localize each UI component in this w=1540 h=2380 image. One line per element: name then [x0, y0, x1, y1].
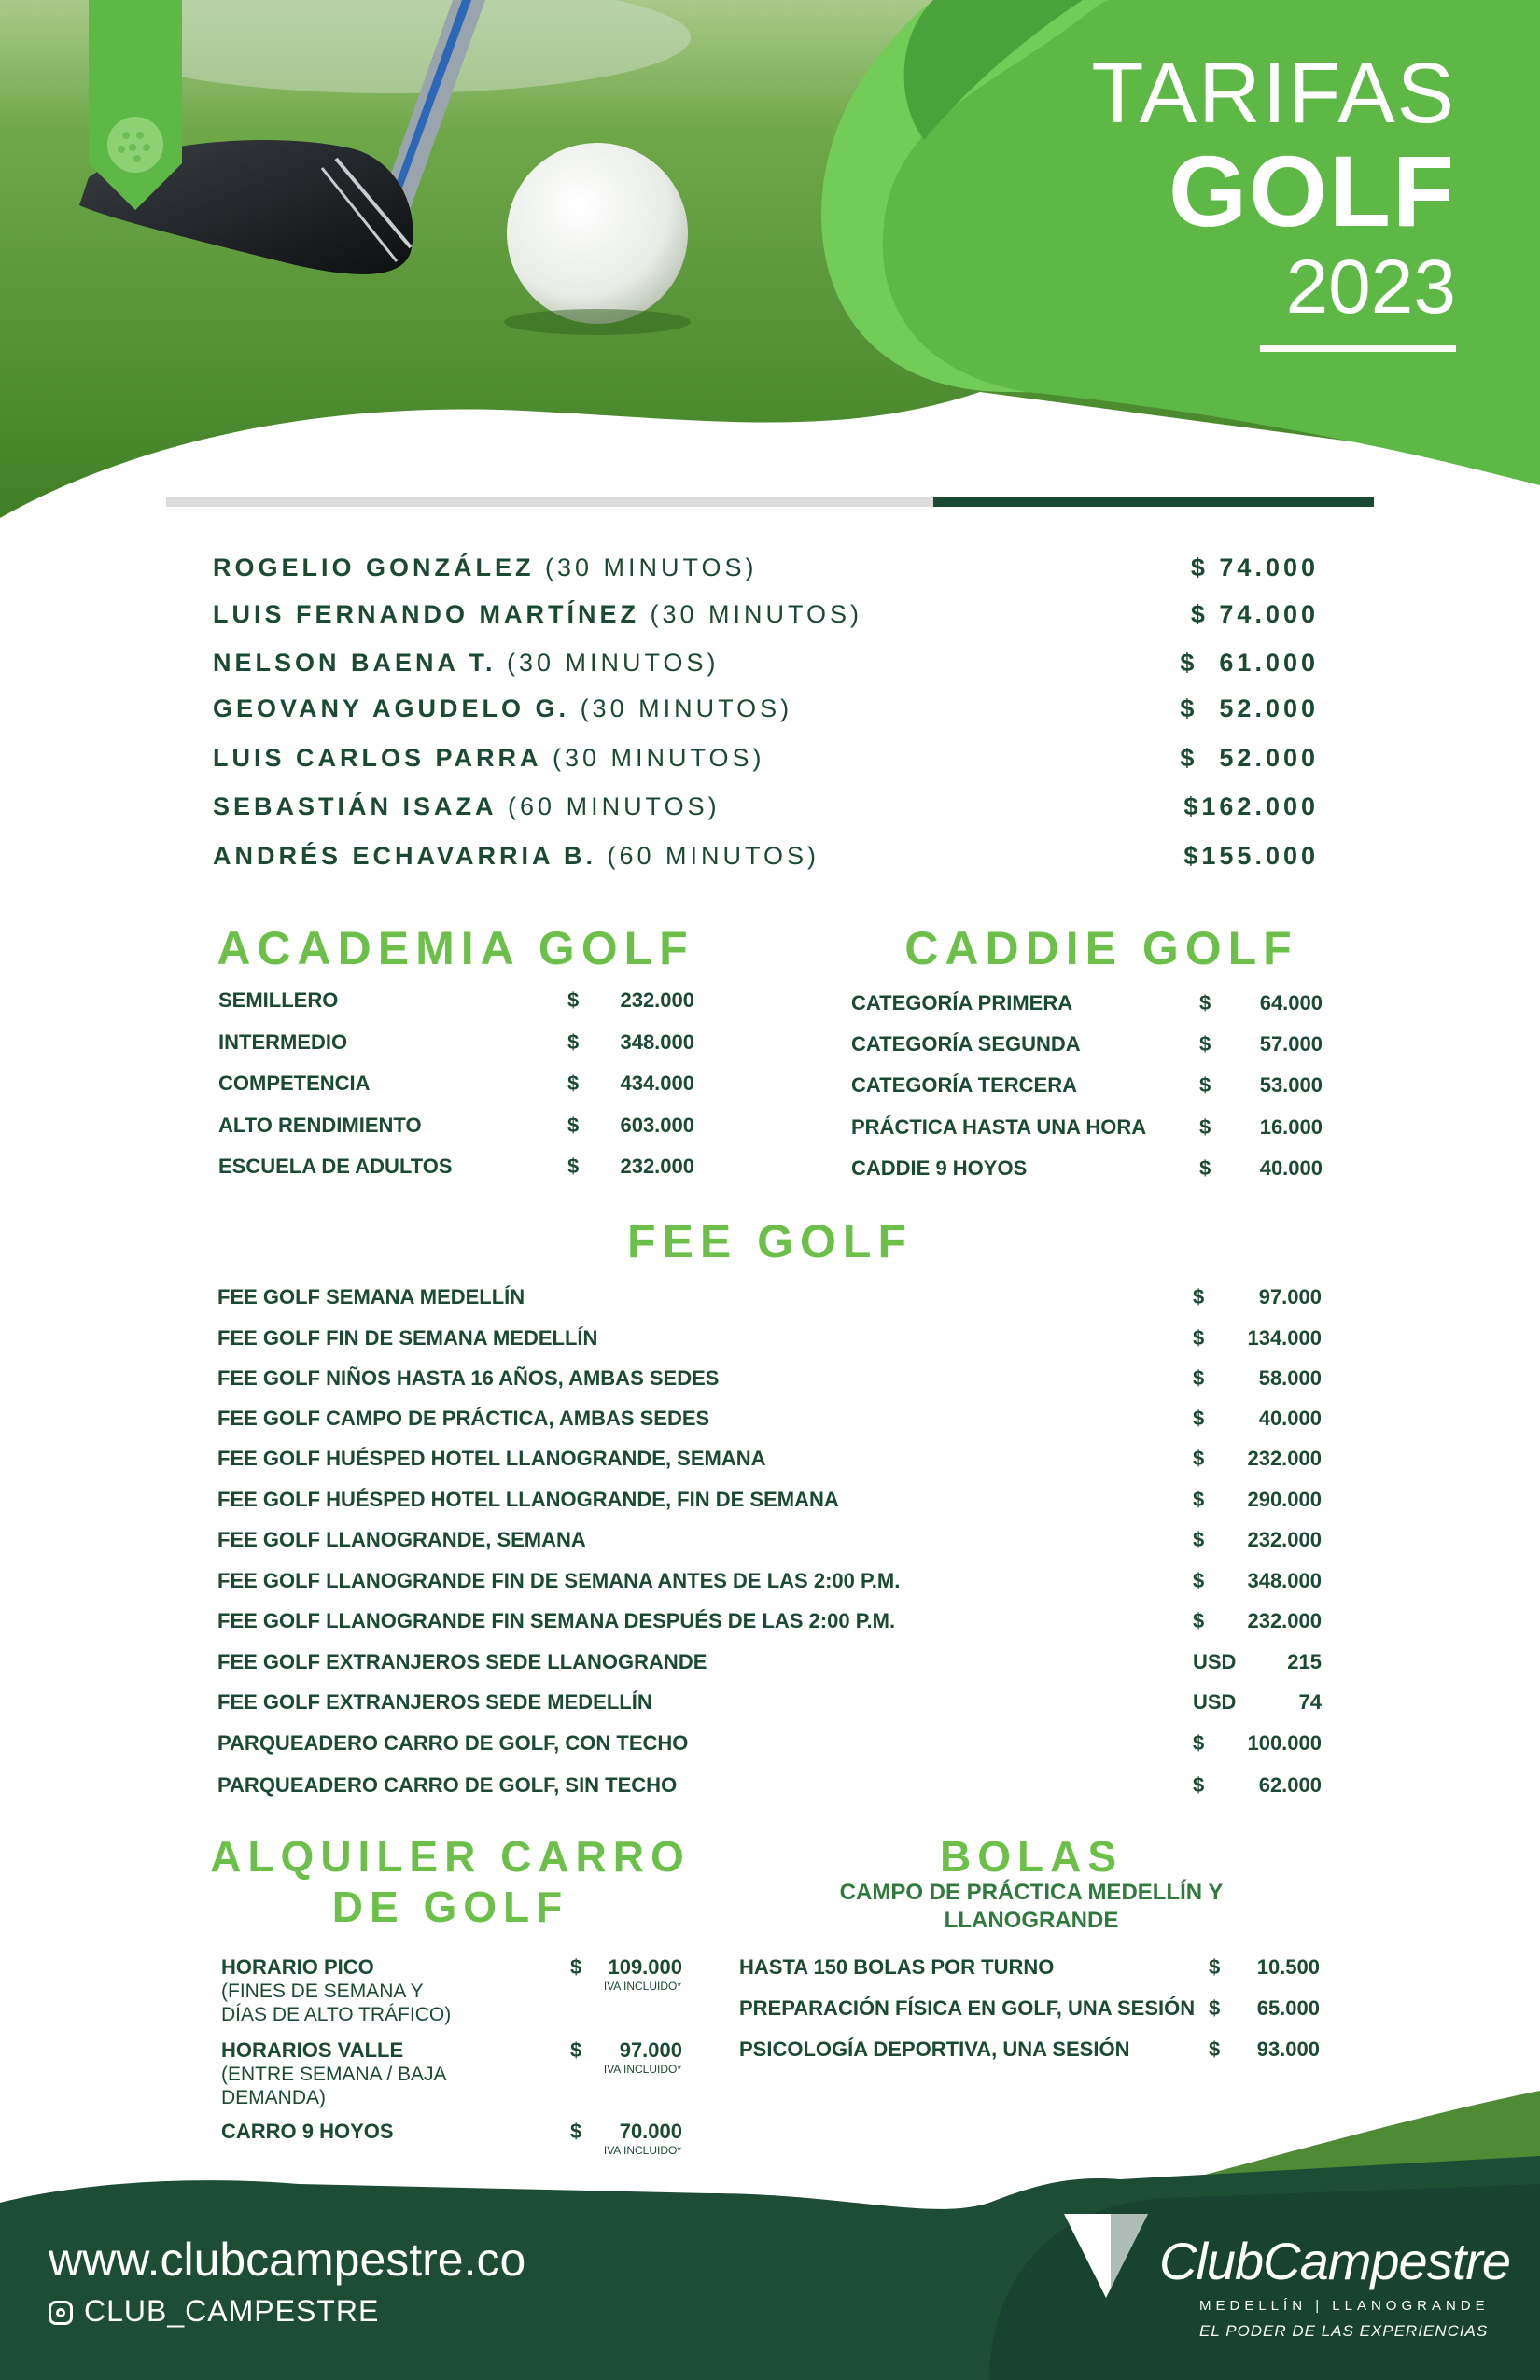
- list-item: FEE GOLF LLANOGRANDE FIN DE SEMANA ANTES DE LAS 2:00 P.M. $ 348.000: [217, 1569, 1322, 1592]
- instagram-handle[interactable]: CLUB_CAMPESTRE: [49, 2294, 379, 2329]
- list-item: CATEGORÍA TERCERA $ 53.000: [851, 1073, 1323, 1097]
- iva-note: IVA INCLUIDO*: [603, 1980, 681, 1993]
- brand-name: ClubCampestre: [1159, 2232, 1511, 2290]
- list-item: PSICOLOGÍA DEPORTIVA, UNA SESIÓN $ 93.000: [739, 2037, 1320, 2061]
- list-item: FEE GOLF HUÉSPED HOTEL LLANOGRANDE, SEMANA $ 232.000: [217, 1447, 1322, 1470]
- list-item: ESCUELA DE ADULTOS $ 232.000: [218, 1155, 694, 1178]
- title-year: 2023: [1285, 245, 1456, 329]
- list-item: FEE GOLF EXTRANJEROS SEDE LLANOGRANDE USD 215: [217, 1650, 1322, 1673]
- list-item: ANDRÉS ECHAVARRIA B. (60 MINUTOS) $155.000: [213, 842, 1319, 870]
- brand-locations: MEDELLÍN | LLANOGRANDE: [1199, 2298, 1490, 2314]
- list-item: CADDIE 9 HOYOS $ 40.000: [851, 1156, 1323, 1180]
- list-item: HASTA 150 BOLAS POR TURNO $ 10.500: [739, 1955, 1320, 1979]
- list-item: PARQUEADERO CARRO DE GOLF, SIN TECHO $ 62.000: [217, 1773, 1322, 1797]
- list-item: HORARIOS VALLE $ 97.000 (ENTRE SEMANA / BAJA DEMANDA): [221, 2038, 682, 2108]
- carro-title: ALQUILER CARRO DE GOLF: [210, 1832, 691, 1931]
- list-item: PARQUEADERO CARRO DE GOLF, CON TECHO $ 100.000: [217, 1731, 1322, 1755]
- list-item: INTERMEDIO $ 348.000: [218, 1030, 694, 1054]
- list-item: FEE GOLF SEMANA MEDELLÍN $ 97.000: [217, 1285, 1322, 1309]
- list-item: PRÁCTICA HASTA UNA HORA $ 16.000: [851, 1115, 1323, 1139]
- caddie-title: CADDIE GOLF: [904, 922, 1298, 974]
- list-item: CARRO 9 HOYOS $ 70.000: [221, 2120, 682, 2143]
- list-item: NELSON BAENA T. (30 MINUTOS) $ 61.000: [213, 649, 1319, 677]
- list-item: GEOVANY AGUDELO G. (30 MINUTOS) $ 52.000: [213, 694, 1319, 722]
- list-item: HORARIO PICO $ 109.000 (FINES DE SEMANA Y DÍAS DE ALTO TRÁFICO): [221, 1955, 682, 2025]
- list-item: FEE GOLF HUÉSPED HOTEL LLANOGRANDE, FIN DE SEMANA $ 290.000: [217, 1488, 1322, 1511]
- list-item: FEE GOLF FIN DE SEMANA MEDELLÍN $ 134.000: [217, 1326, 1322, 1350]
- list-item: SEBASTIÁN ISAZA (60 MINUTOS) $162.000: [213, 792, 1319, 820]
- title-underline: [1260, 345, 1456, 352]
- iva-note: IVA INCLUIDO*: [603, 2063, 681, 2076]
- list-item: FEE GOLF EXTRANJEROS SEDE MEDELLÍN USD 74: [217, 1690, 1322, 1714]
- page-title: [1091, 47, 1456, 352]
- list-item: ROGELIO GONZÁLEZ (30 MINUTOS) $ 74.000: [213, 553, 1319, 581]
- divider-green: [933, 497, 1374, 507]
- list-item: SEMILLERO $ 232.000: [218, 988, 694, 1012]
- list-item: FEE GOLF CAMPO DE PRÁCTICA, AMBAS SEDES $ 40.000: [217, 1407, 1322, 1430]
- club-logo-icon: [1064, 2214, 1148, 2303]
- divider-grey: [166, 497, 933, 507]
- list-item: COMPETENCIA $ 434.000: [218, 1071, 694, 1095]
- bolas-subtitle: CAMPO DE PRÁCTICA MEDELLÍN Y LLANOGRANDE: [839, 1880, 1224, 1933]
- title-golf: GOLF: [1169, 134, 1456, 247]
- list-item: PREPARACIÓN FÍSICA EN GOLF, UNA SESIÓN $ 65.000: [739, 1996, 1320, 2020]
- list-item: FEE GOLF LLANOGRANDE, SEMANA $ 232.000: [217, 1528, 1322, 1551]
- list-item: FEE GOLF NIÑOS HASTA 16 AÑOS, AMBAS SEDES $ 58.000: [217, 1366, 1322, 1390]
- list-item: CATEGORÍA PRIMERA $ 64.000: [851, 991, 1323, 1015]
- list-item: LUIS FERNANDO MARTÍNEZ (30 MINUTOS) $ 74.000: [213, 600, 1319, 628]
- list-item: FEE GOLF LLANOGRANDE FIN SEMANA DESPUÉS DE LAS 2:00 P.M. $ 232.000: [217, 1609, 1322, 1632]
- brand-tagline: EL PODER DE LAS EXPERIENCIAS: [1199, 2322, 1489, 2340]
- website-link[interactable]: www.clubcampestre.co: [49, 2233, 526, 2286]
- fee-title: FEE GOLF: [627, 1215, 913, 1267]
- list-item: LUIS CARLOS PARRA (30 MINUTOS) $ 52.000: [213, 744, 1319, 772]
- list-item: CATEGORÍA SEGUNDA $ 57.000: [851, 1032, 1323, 1056]
- instagram-icon: [49, 2301, 73, 2325]
- academia-title: ACADEMIA GOLF: [217, 922, 694, 974]
- title-tarifas: TARIFAS: [1091, 46, 1456, 141]
- list-item: ALTO RENDIMIENTO $ 603.000: [218, 1113, 694, 1137]
- bolas-title: BOLAS: [940, 1832, 1123, 1881]
- iva-note: IVA INCLUIDO*: [603, 2144, 681, 2157]
